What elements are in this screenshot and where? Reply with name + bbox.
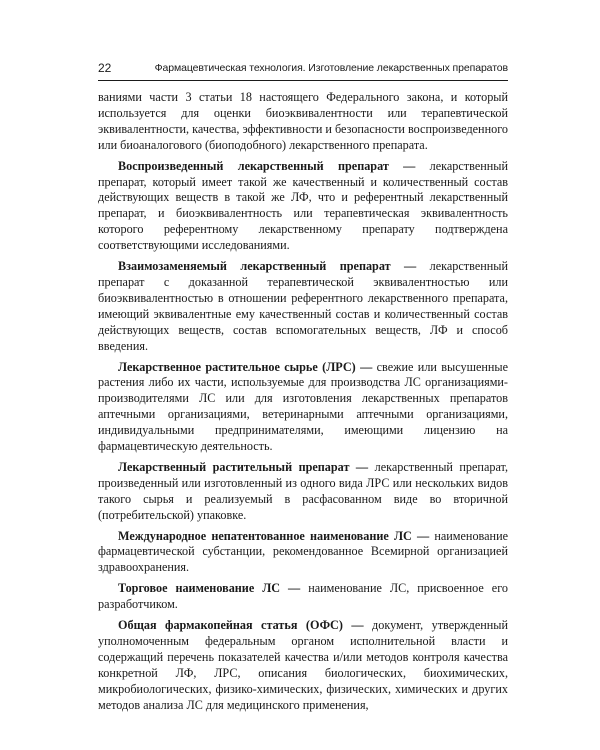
definition: лекарственный препарат, который имеет такой же качественный и количественный состав действующих веществ в такой же ЛФ, что и референтный лекарственный препарат, и биоэквивалентность или терапевтическая эквивалентность которого референтному лекарственному препарату подтверждена соответствующими исследованиями. xyxy=(98,158,508,253)
running-header xyxy=(98,58,508,81)
body-text xyxy=(98,90,508,719)
term: Лекарственное растительное сырье (ЛРС) — xyxy=(118,359,373,374)
definition-entry xyxy=(98,159,508,254)
definition-entry xyxy=(98,529,508,577)
definition: свежие или высушенные растения либо их части, используемые для производства ЛС организациями-производителями ЛС или для изготовления лекарственных препаратов аптечными организациями, ветеринарными аптечными организациями, индивидуальными предпринимателями, имеющими лицензию на фармацевтическую деятельность. xyxy=(98,359,508,454)
term: Общая фармакопейная статья (ОФС) — xyxy=(118,618,364,633)
continuation-paragraph: ваниями части 3 статьи 18 настоящего Федерального закона, и который используется для оценки биоэквивалентности или терапевтической эквивалентности, качества, эффективности и безопасности воспроизведенного или биоаналогового (биоподобного) лекарственного препарата. xyxy=(98,90,508,152)
term: Лекарственный растительный препарат — xyxy=(118,459,369,474)
definition: документ, утвержденный уполномоченным федеральным органом исполнительной власти и содержащий перечень показателей качества и/или методов контроля качества конкретной ЛФ, ЛРС, описания биологических, биохимических, микробиологических, физико-химических, физических, химических и других методов анализа ЛС для медицинского применения, xyxy=(98,618,509,712)
definition-entry xyxy=(98,581,508,613)
definition: наименование ЛС, присвоенное его разработчиком. xyxy=(98,581,508,612)
definition: лекарственный препарат, произведенный или изготовленный из одного вида ЛРС или нескольких видов такого сырья и реализуемый в расфасованном виде во вторичной (потребительской) упаковке. xyxy=(98,459,509,522)
definition-entry xyxy=(98,460,508,524)
definition: наименование фармацевтической субстанции, рекомендованное Всемирной организацией здравоохранения. xyxy=(98,528,508,575)
definition: лекарственный препарат с доказанной терапевтической эквивалентностью или биоэквивалентностью в отношении референтного лекарственного препарата, имеющий эквивалентные ему качественный состав и количественный состав действующих веществ, состав вспомогательных веществ, ЛФ и способ введения. xyxy=(98,259,508,353)
page-number: 22 xyxy=(98,61,112,75)
definition-entry xyxy=(98,360,508,455)
term: Воспроизведенный лекарственный препарат — xyxy=(118,158,416,173)
definition-entry xyxy=(98,618,508,713)
running-title: Фармацевтическая технология. Изготовление лекарственных препаратов xyxy=(154,62,508,74)
term: Взаимозаменяемый лекарственный препарат — xyxy=(118,259,417,274)
definition-entry xyxy=(98,259,508,354)
term: Торговое наименование ЛС — xyxy=(118,581,301,596)
term: Международное непатентованное наименование ЛС — xyxy=(118,528,430,543)
